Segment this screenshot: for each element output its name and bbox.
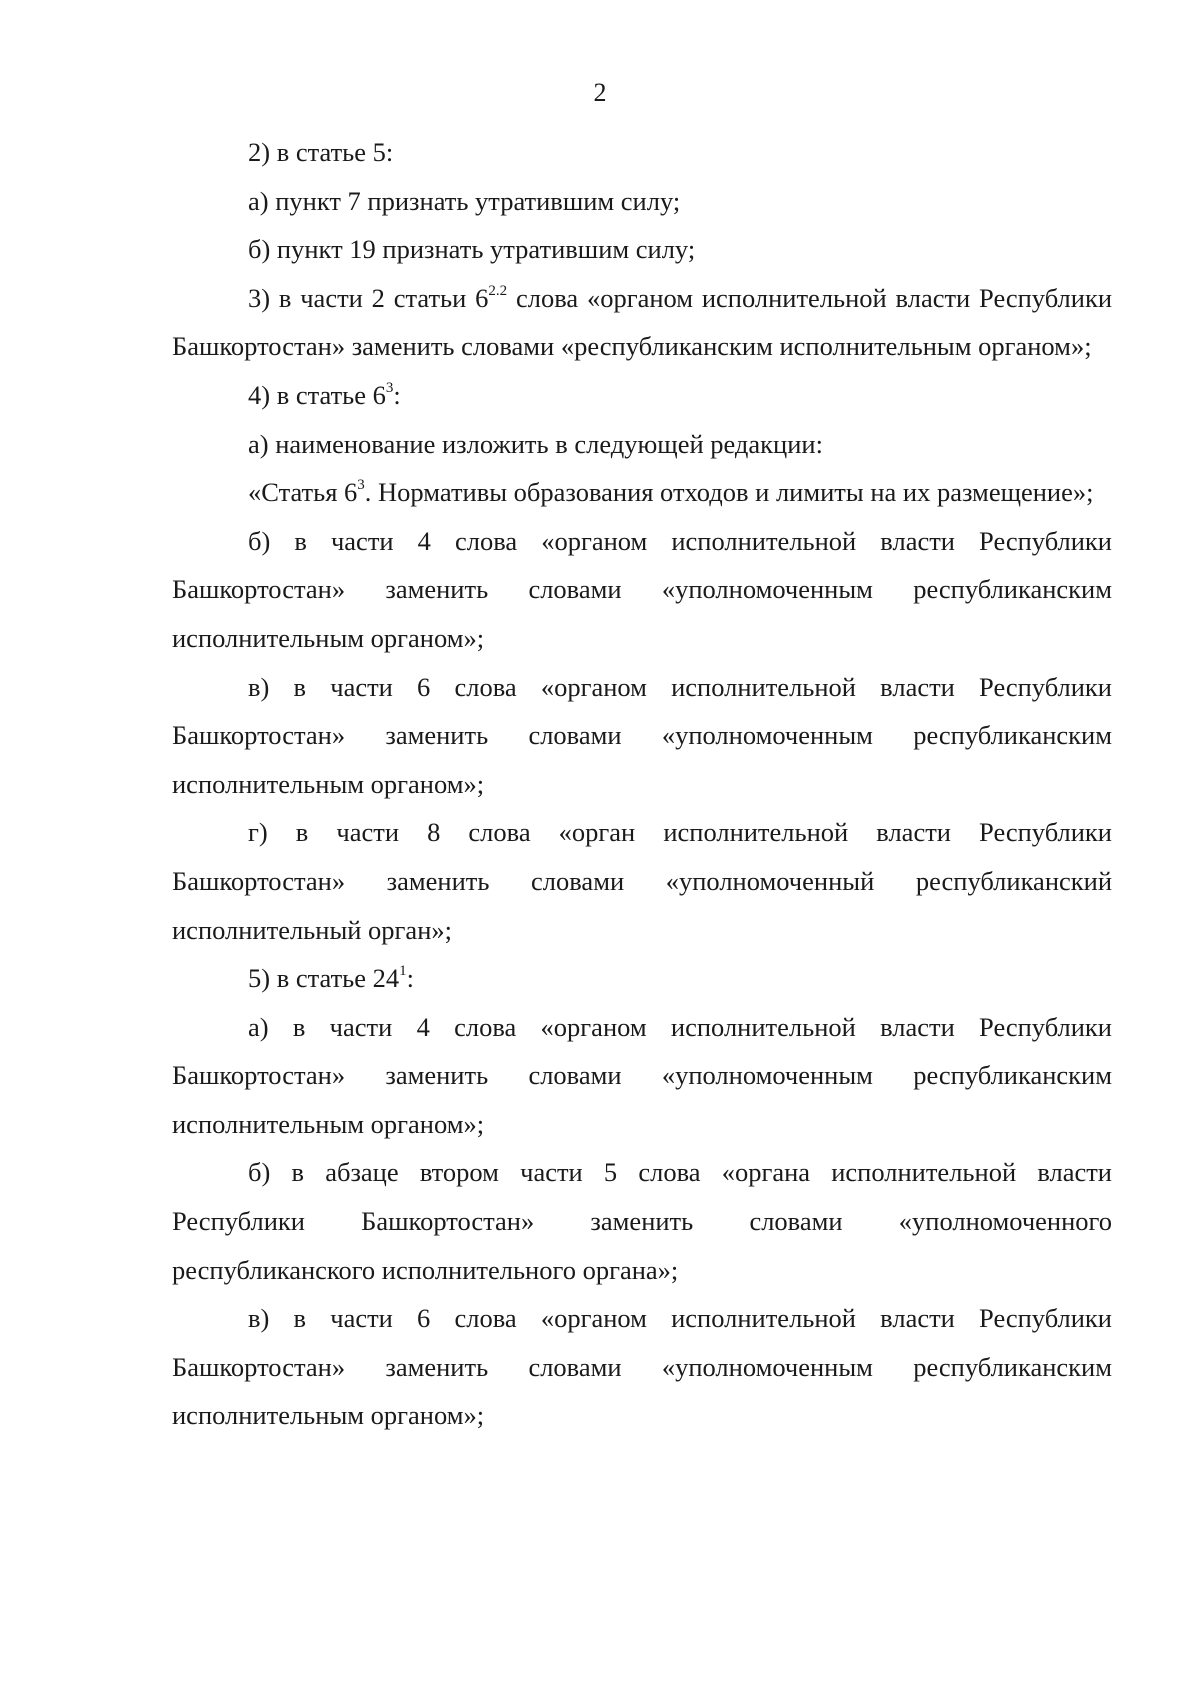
paragraph-item-2: 2) в статье 5:	[248, 137, 394, 167]
paragraph-item-3	[172, 274, 1112, 371]
paragraph-subitem-g: г) в части 8 слова «орган исполнительной власти Республики Башкортостан» заменить словами «уполномоченный республиканский исполнительный орган»;	[172, 817, 1112, 945]
superscript-index: 3	[357, 477, 365, 494]
page-number: 2	[593, 78, 607, 107]
paragraph-item-5	[172, 954, 1112, 1003]
paragraph-subitem-v: в) в части 6 слова «органом исполнительной власти Республики Башкортостан» заменить словами «уполномоченным республиканским исполнительным органом»;	[172, 671, 1112, 799]
paragraph-text: :	[406, 963, 415, 994]
paragraph-subitem-b: б) пункт 19 признать утратившим силу;	[248, 234, 696, 265]
paragraph-subitem-a: а) в части 4 слова «органом исполнительной власти Республики Башкортостан» заменить словами «уполномоченным республиканским исполнительным органом»;	[172, 1011, 1112, 1139]
paragraph-text: 4) в статье 6	[248, 379, 386, 410]
paragraph-subitem-a: а) пункт 7 признать утратившим силу;	[248, 185, 681, 216]
paragraph-subitem-b: б) в части 4 слова «органом исполнительной власти Республики Башкортостан» заменить словами «уполномоченным республиканским исполнительным органом»;	[172, 525, 1112, 653]
superscript-index: 3	[385, 380, 394, 397]
paragraph-subitem-a: а) наименование изложить в следующей редакции:	[248, 428, 823, 459]
paragraph-item-4	[172, 371, 1112, 420]
paragraph-text: 3) в части 2 статьи 6	[248, 282, 489, 313]
paragraph-text: слова «органом исполнительной власти Республики Башкортостан» заменить словами «республиканским исполнительным органом»;	[172, 282, 1112, 362]
paragraph-text: 5) в статье 24	[248, 963, 400, 994]
paragraph-subitem-v: в) в части 6 слова «органом исполнительной власти Республики Башкортостан» заменить словами «уполномоченным республиканским исполнительным органом»;	[172, 1303, 1112, 1431]
paragraph-article-title	[172, 468, 1112, 517]
paragraph-text: :	[393, 379, 401, 410]
superscript-index: 1	[399, 963, 407, 980]
paragraph-text: «Статья 6	[248, 477, 358, 508]
superscript-index: 2.2	[488, 282, 508, 299]
document-body	[172, 128, 1112, 1440]
paragraph-subitem-b: б) в абзаце втором части 5 слова «органа исполнительной власти Республики Башкортостан» заменить словами «уполномоченного республиканского исполнительного органа»;	[172, 1157, 1112, 1285]
paragraph-text: . Нормативы образования отходов и лимиты на их размещение»;	[364, 477, 1094, 508]
